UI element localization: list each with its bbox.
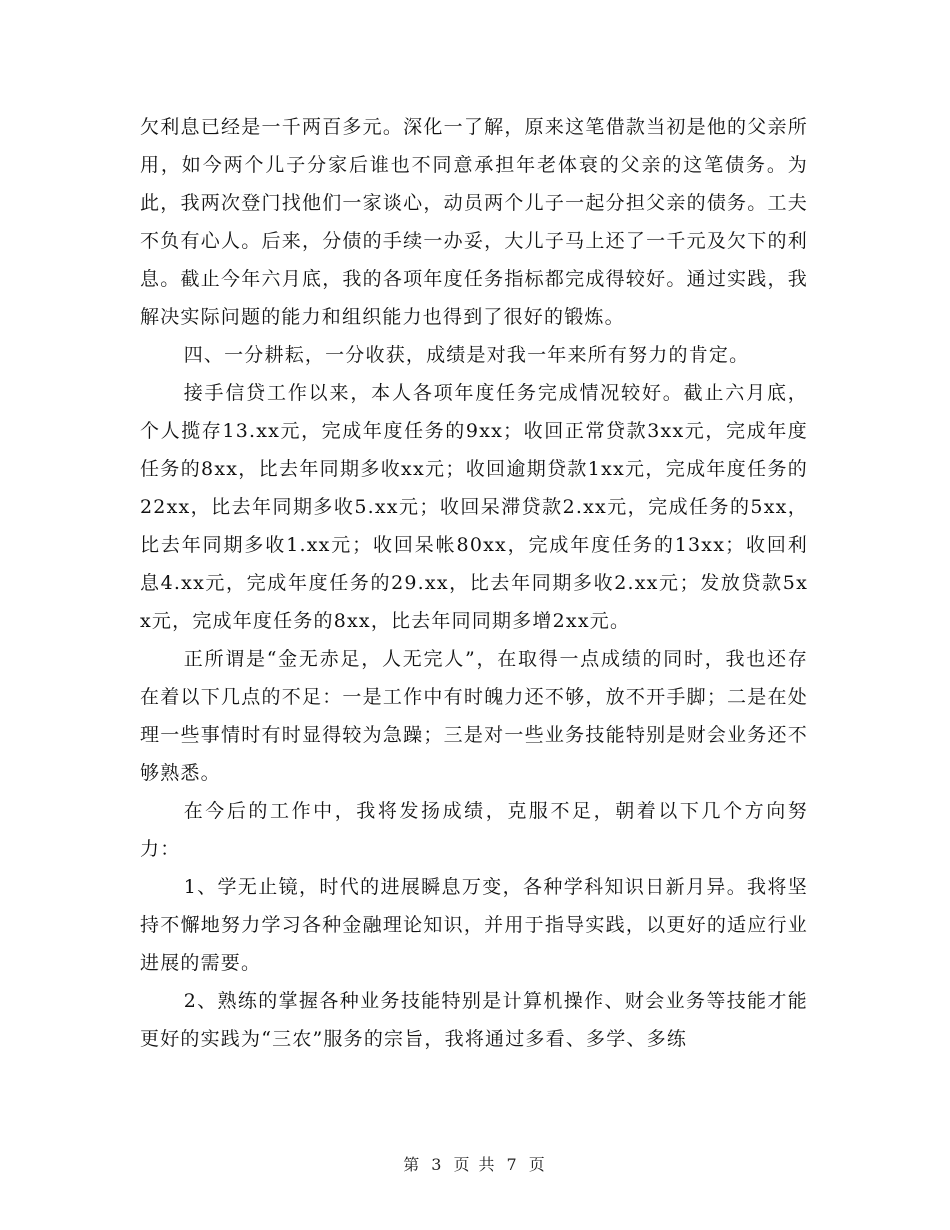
- footer-mid: 页 共: [453, 1155, 497, 1174]
- paragraph-continuation: 欠利息已经是一千两百多元。深化一了解，原来这笔借款当初是他的父亲所用，如今两个儿子分家后谁也不同意承担年老体衰的父亲的这笔债务。为此，我两次登门找他们一家谈心，动员两个儿子一起分担父亲的债务。工夫不负有心人。后来，分债的手续一办妥，大儿子马上还了一千元及欠下的利息。截止今年六月底，我的各项年度任务指标都完成得较好。通过实践，我解决实际问题的能力和组织能力也得到了很好的锻炼。: [140, 116, 808, 328]
- list-item-2: 2、熟练的掌握各种业务技能特别是计算机操作、财会业务等技能才能更好的实践为“三农”服务的宗旨，我将通过多看、多学、多练: [140, 990, 808, 1050]
- paragraph-task-results: 接手信贷工作以来，本人各项年度任务完成情况较好。截止六月底，个人揽存13.xx元，完成年度任务的9xx；收回正常贷款3xx元，完成年度任务的8xx，比去年同期多收xx元；收回逾期贷款1xx元，完成年度任务的22xx，比去年同期多收5.xx元；收回呆滞贷款2.xx元，完成任务的5xx，比去年同期多收1.xx元；收回呆帐80xx，完成年度任务的13xx；收回利息4.xx元，完成年度任务的29.xx，比去年同期多收2.xx元；发放贷款5xx元，完成年度任务的8xx，比去年同同期多增2xx元。: [140, 382, 808, 632]
- footer-prefix: 第: [403, 1155, 422, 1174]
- footer-current-page: 3: [431, 1155, 444, 1174]
- paragraph-future-directions: 在今后的工作中，我将发扬成绩，克服不足，朝着以下几个方向努力：: [140, 800, 808, 860]
- page-footer: [0, 1152, 950, 1175]
- document-body: [140, 108, 808, 1058]
- section-heading-four: 四、一分耕耘，一分收获，成绩是对我一年来所有努力的肯定。: [183, 344, 750, 366]
- list-item-1: 1、学无止镜，时代的进展瞬息万变，各种学科知识日新月异。我将坚持不懈地努力学习各种金融理论知识，并用于指导实践，以更好的适应行业进展的需要。: [140, 876, 808, 974]
- paragraph-shortcomings: 正所谓是“金无赤足，人无完人”，在取得一点成绩的同时，我也还存在着以下几点的不足：一是工作中有时魄力还不够，放不开手脚；二是在处理一些事情时有时显得较为急躁；三是对一些业务技能特别是财会业务还不够熟悉。: [140, 648, 808, 784]
- footer-suffix: 页: [528, 1155, 547, 1174]
- footer-total-pages: 7: [506, 1155, 519, 1174]
